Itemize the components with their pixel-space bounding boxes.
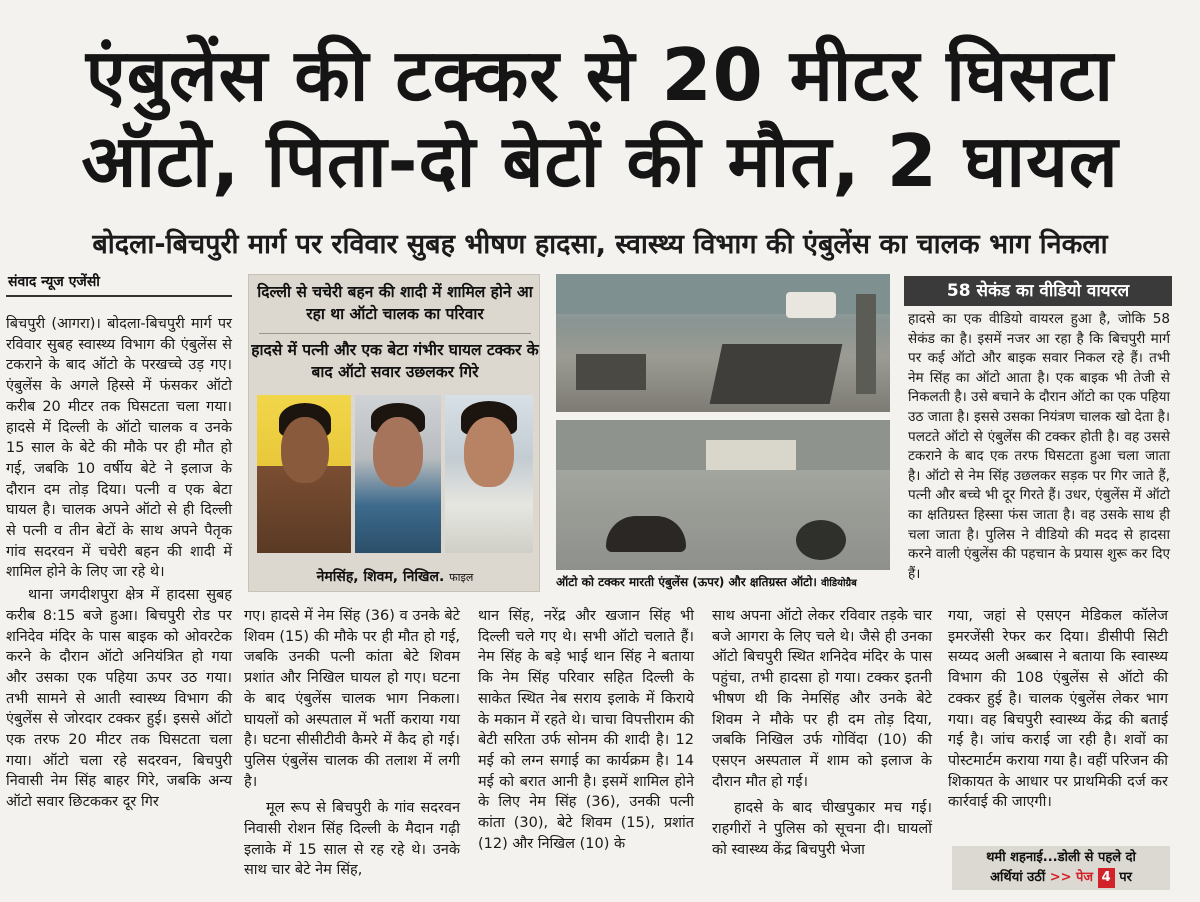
article-paragraph: साथ अपना ऑटो लेकर रविवार तड़के चार बजे आगरा के लिए चले थे। जैसे ही उनका ऑटो बिचपुरी स्थित शनिदेव मंदिर के पास पहुंचा, तभी हादसा हो गया। टक्कर इतनी भीषण थी कि नेमसिंह और उनके बेटे शिवम ने मौके पर ही दम तोड़ दिया, जबकि निखिल उर्फ गोविंदा (10) की एसएन अस्पताल में शाम को इलाज के दौरान मौत हो गई। — [712, 608, 932, 790]
headline-line-2: ऑटो, पिता-दो बेटों की मौत, 2 घायल — [81, 119, 1119, 203]
article-paragraph: मूल रूप से बिचपुरी के गांव सदरवन निवासी रोशन सिंह दिल्ली के मैदान गढ़ी इलाके में 15 साल से रह रहे थे। उनके साथ चार बेटे नेम सिंह, — [244, 800, 460, 879]
photo-names-caption — [249, 567, 541, 586]
video-paragraph: हादसे का एक वीडियो वायरल हुआ है, जोकि 58 सेकंड का है। इसमें नजर आ रहा है कि बिचपुरी मार्ग पर कई ऑटो और बाइक सवार निकल रहे हैं। तभी नेम सिंह का ऑटो आता है। एक बाइक भी तेजी से निकलती है। उसे बचाने के दौरान ऑटो का एक पहिया उठ जाता है। इससे उसका नियंत्रण चालक खो देता है। पलटते ऑटो से एंबुलेंस की टक्कर होती है। वह उससे टकराने के बाद एक तरफ घिसटता हुआ चला जाता है। ऑटो से नेम सिंह उछलकर सड़क पर गिर जाते हैं, पत्नी और बच्चे भी दूर गिरते हैं। उधर, एंबुलेंस में ऑटो का क्षतिग्रस्त हिस्सा फंस जाता है। वह उसके साथ ही चला जाता है। पुलिस ने वीडियो की मदद से हादसा करने वाली एंबुलेंस की पहचान के प्रयास शुरू कर दिए हैं। — [908, 311, 1170, 582]
cctv-credit: वीडियोग्रैब — [821, 578, 857, 589]
article-column-1 — [6, 314, 232, 815]
article-paragraph: गए। हादसे में नेम सिंह (36) व उनके बेटे शिवम (15) की मौके पर ही मौत हो गई, जबकि उनकी पत्नी कांता बेटे शिवम प्रशांत और निखिल घायल हो गए। घटना के बाद एंबुलेंस चालक भाग निकला। घायलों को अस्पताल में भर्ती कराया गया है। घटना सीसीटीवी कैमरे में कैद हो गई। पुलिस एंबुलेंस चालक की तलाश में लगी है। — [244, 608, 460, 790]
article-paragraph: थाना जगदीशपुरा क्षेत्र में हादसा सुबह करीब 8:15 बजे हुआ। बिचपुरी रोड पर शनिदेव मंदिर के पास बाइक को ओवरटेक करने के दौरान ऑटो अनियंत्रित हो गया और उसका एक पहिया ऊपर उठ गया। तभी सामने से आती स्वास्थ्य विभाग की एंबुलेंस से जोरदार टक्कर हुई। इससे ऑटो एक तरफ 20 मीटर तक घिसटता चला गया। ऑटो चला रहे सदरवन, बिचपुरी निवासी नेम सिंह बाहर गिरे, जबकि अन्य ऑटो सवार छिटककर दूर गिर — [6, 587, 232, 811]
continued-teaser — [952, 846, 1170, 890]
subheadline: बोदला-बिचपुरी मार्ग पर रविवार सुबह भीषण हादसा, स्वास्थ्य विभाग की एंबुलेंस का चालक भाग निकला — [92, 229, 1108, 260]
victims-photo-box — [248, 274, 540, 592]
article-paragraph: बिचपुरी (आगरा)। बोदला-बिचपुरी मार्ग पर रविवार सुबह स्वास्थ्य विभाग की एंबुलेंस से टकराने के बाद ऑटो के परखच्चे उड़ गए। एंबुलेंस के अगले हिस्से में फंसकर ऑटो करीब 20 मीटर तक घिसटता चला गया। हादसे में दिल्ली के ऑटो चालक व उनके 15 साल के बेटे की मौके पर ही मौत हो गई, जबकि 10 वर्षीय बेटे ने इलाज के दौरान दम तोड़ दिया। पत्नी व एक बेटा घायल है। चालक अपने ऑटो से ही दिल्ली से पत्नी व तीन बेटों के साथ अपने पैतृक गांव सदरवन में चचेरी बहन की शादी में शामिल होने के लिए जा रहे थे। — [6, 316, 232, 581]
photo-names: नेमसिंह, शिवम, निखिल. — [316, 569, 445, 585]
article-paragraph: थान सिंह, नरेंद्र और खजान सिंह भी दिल्ली चले गए थे। सभी ऑटो चलाते हैं। नेम सिंह के बड़े भाई थान सिंह ने बताया कि नेम सिंह परिवार सहित दिल्ली के साकेत स्थित नेब सराय इलाके में किराये के मकान में रहते थे। चाचा विपत्तीराम की बेटी सरिता उर्फ सोनम की शादी है। 12 मई को लग्न सगाई का कार्यक्रम है। 14 मई को बरात आनी है। इसमें शामिल होने के लिए नेम सिंह (36), उनकी पत्नी कांता (30), बेटे शिवम (15), प्रशांत (12) और निखिल (10) के — [478, 608, 694, 852]
byline: संवाद न्यूज एजेंसी — [8, 274, 100, 290]
cctv-caption-text: ऑटो को टक्कर मारती एंबुलेंस (ऊपर) और क्षतिग्रस्त ऑटो। — [556, 575, 817, 589]
teaser-line-2: अर्थियां उठीं — [990, 870, 1046, 885]
photo-box-caption-top: दिल्ली से चचेरी बहन की शादी में शामिल होने आ रहा था ऑटो चालक का परिवार — [257, 283, 533, 323]
cctv-still-collision — [556, 274, 890, 412]
article-paragraph: हादसे के बाद चीखपुकार मच गई। राहगीरों ने पुलिस को सूचना दी। घायलों को स्वास्थ्य केंद्र बिचपुरी भेजा — [712, 800, 932, 858]
article-paragraph: गया, जहां से एसएन मेडिकल कॉलेज इमरजेंसी रेफर कर दिया। डीसीपी सिटी सय्यद अली अब्बास ने बताया कि स्वास्थ्य विभाग की 108 एंबुलेंस से ऑटो की टक्कर हुई है। चालक एंबुलेंस लेकर भाग गया। वह बिचपुरी स्वास्थ्य केंद्र की बताई गई है। जांच कराई जा रही है। शवों का पोस्टमार्टम कराया गया है। वहीं परिजन की शिकायत के आधार पर प्राथमिकी दर्ज कर कार्रवाई की जाएगी। — [948, 608, 1168, 811]
article-column-2 — [244, 606, 460, 883]
photo-box-caption-mid: हादसे में पत्नी और एक बेटा गंभीर घायल टक्कर के बाद ऑटो सवार उछलकर गिरे — [251, 341, 539, 381]
headline-line-1: एंबुलेंस की टक्कर से 20 मीटर घिसटा — [85, 33, 1115, 117]
portrait-photo-shivam — [355, 395, 441, 553]
teaser-line-1: थमी शहनाई...डोली से पहले दो — [986, 850, 1136, 865]
teaser-suffix: पर — [1119, 870, 1132, 885]
file-tag: फाइल — [449, 571, 474, 584]
teaser-arrow: >> पेज — [1049, 870, 1094, 885]
portrait-photo-nikhil — [445, 395, 533, 553]
divider — [259, 333, 531, 334]
teaser-page-number: 4 — [1098, 868, 1115, 888]
video-viral-banner: 58 सेकंड का वीडियो वायरल — [904, 276, 1172, 306]
article-column-3 — [478, 606, 694, 856]
video-box-text — [908, 310, 1170, 586]
byline-rule — [6, 295, 232, 297]
cctv-still-damaged-auto — [556, 420, 890, 570]
article-column-5 — [948, 606, 1168, 815]
article-column-4 — [712, 606, 932, 862]
cctv-caption — [556, 573, 890, 590]
portrait-photo-nem-singh — [257, 395, 351, 553]
